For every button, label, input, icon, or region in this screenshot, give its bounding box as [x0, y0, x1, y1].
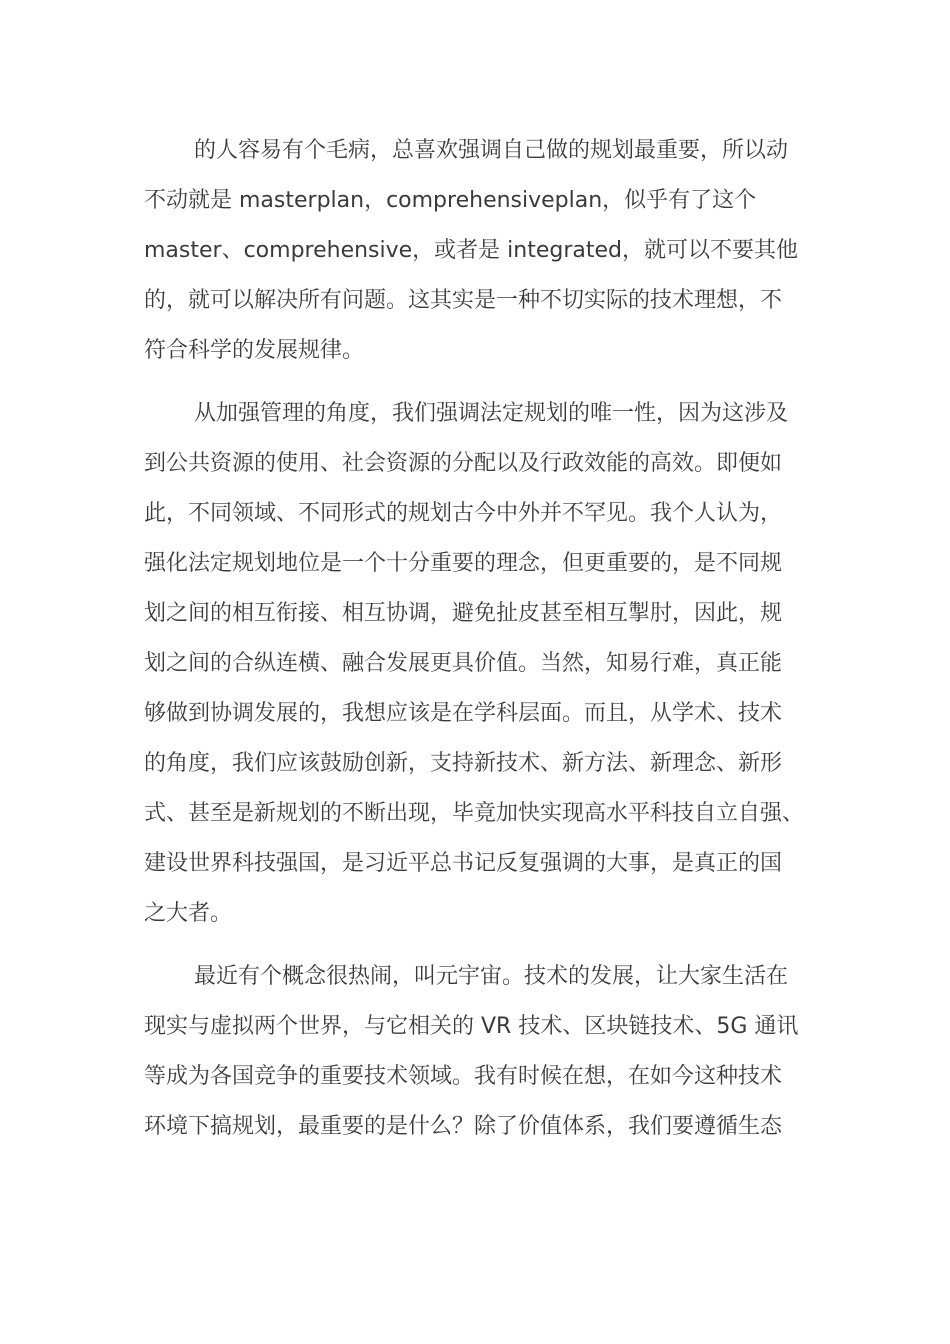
paragraph-gap: [144, 376, 808, 389]
text-line: 强化法定规划地位是一个十分重要的理念，但更重要的，是不同规: [144, 551, 783, 576]
text-line: 符合科学的发展规律。: [144, 338, 365, 363]
text-line: 式、甚至是新规划的不断出现，毕竟加快实现高水平科技自立自强、: [144, 801, 805, 826]
document-body: [144, 126, 808, 1152]
paragraph-1: [144, 126, 808, 376]
text-line: 够做到协调发展的，我想应该是在学科层面。而且，从学术、技术: [144, 701, 783, 726]
text-line: 从加强管理的角度，我们强调法定规划的唯一性，因为这涉及: [194, 401, 789, 426]
text-line: 不动就是 masterplan，comprehensiveplan，似乎有了这个: [144, 188, 757, 213]
text-line: 最近有个概念很热闹，叫元宇宙。技术的发展，让大家生活在: [194, 964, 789, 989]
text-line: 之大者。: [144, 901, 233, 926]
text-line: 的角度，我们应该鼓励创新，支持新技术、新方法、新理念、新形: [144, 751, 783, 776]
text-line: 环境下搞规划，最重要的是什么？除了价值体系，我们要遵循生态: [144, 1114, 783, 1139]
paragraph-gap: [144, 939, 808, 952]
paragraph-2: [144, 389, 808, 939]
text-line: 的，就可以解决所有问题。这其实是一种不切实际的技术理想，不: [144, 288, 783, 313]
text-line: 现实与虚拟两个世界，与它相关的 VR 技术、区块链技术、5G 通讯: [144, 1014, 799, 1039]
text-line: 建设世界科技强国，是习近平总书记反复强调的大事，是真正的国: [144, 851, 783, 876]
text-line: 划之间的相互衔接、相互协调，避免扯皮甚至相互掣肘，因此，规: [144, 601, 783, 626]
text-line: 到公共资源的使用、社会资源的分配以及行政效能的高效。即便如: [144, 451, 783, 476]
paragraph-3: [144, 952, 808, 1152]
text-line: 此，不同领域、不同形式的规划古今中外并不罕见。我个人认为，: [144, 501, 783, 526]
text-line: master、comprehensive，或者是 integrated，就可以不要其他: [144, 238, 799, 263]
text-line: 的人容易有个毛病，总喜欢强调自己做的规划最重要，所以动: [194, 138, 789, 163]
text-line: 划之间的合纵连横、融合发展更具价值。当然，知易行难，真正能: [144, 651, 783, 676]
text-line: 等成为各国竞争的重要技术领域。我有时候在想，在如今这种技术: [144, 1064, 783, 1089]
